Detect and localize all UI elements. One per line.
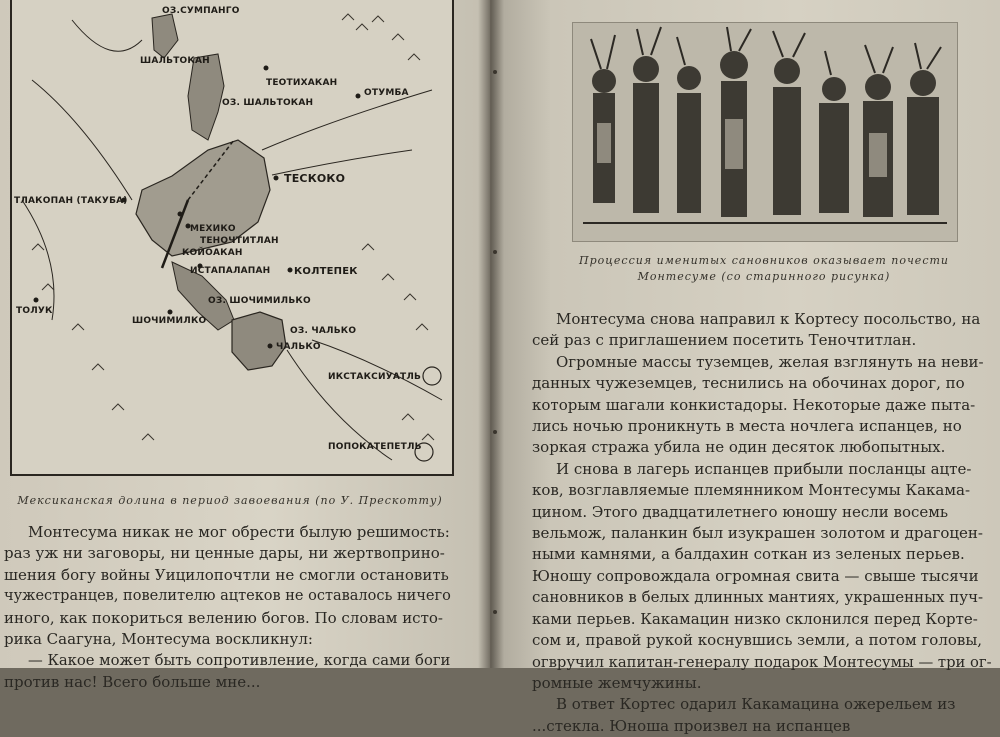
text-line: шения богу войны Уицилопочтли не смогли остановить <box>4 565 449 584</box>
map-label: ПОПОКАТЕПЕТЛЬ <box>328 442 422 452</box>
procession-engraving <box>573 23 957 241</box>
right-page <box>490 0 1000 735</box>
binding-stitch <box>493 70 497 74</box>
binding-stitch <box>493 610 497 614</box>
map-label: ОЗ. ЧАЛЬКО <box>290 326 357 336</box>
right-body-text <box>532 309 992 737</box>
river-2 <box>72 20 142 51</box>
map-label: ТЕНОЧТИТЛАН <box>200 236 279 246</box>
map-label: ТЛАКОПАН (ТАКУБА) <box>14 196 128 206</box>
left-body-text <box>4 522 456 693</box>
text-line: рика Саагуна, Монтесума воскликнул: <box>4 630 313 649</box>
text-line: ков, возглавляемые племянником Монтесумы Какама- <box>532 481 971 500</box>
text-line: И снова в лагерь испанцев прибыли посланцы ацте- <box>556 459 972 478</box>
text-line: сом и, правой рукой коснувшись земли, а потом головы, <box>532 631 983 650</box>
map-label: МЕХИКО <box>190 224 236 234</box>
map-label: ТЕСКОКО <box>284 172 346 185</box>
text-line: Монтесума снова направил к Кортесу посольство, на <box>556 310 981 328</box>
text-line: цином. Этого двадцатилетнего юношу несли восемь <box>532 502 949 521</box>
text-line: данных чужеземцев, теснились на обочинах дорог, по <box>532 374 965 393</box>
text-line: зоркая стража убила не один десяток любопытных. <box>532 438 946 457</box>
map-label: ШОЧИМИЛКО <box>132 316 207 326</box>
lake-zumpango <box>152 14 178 58</box>
map-caption: Мексиканская долина в период завоевания (по У. Прескотту) <box>17 494 443 507</box>
map-label: КОЛТЕПЕК <box>294 266 358 277</box>
text-line: Юношу сопровождала огромная свита — свыше тысячи <box>532 566 979 585</box>
text-line: В ответ Кортес одарил Какамацина ожерельем из <box>556 695 956 714</box>
text-line: ками перьев. Какамацин низко склонился перед Корте- <box>532 609 978 628</box>
text-line: иного, как покориться велению богов. По словам исто- <box>4 608 443 627</box>
text-line: ромные жемчужины. <box>532 673 702 692</box>
lake-chalco <box>232 312 286 370</box>
text-line: которым шагали конкистадоры. Некоторые даже пыта- <box>532 395 976 414</box>
text-line: против нас! Всего больше мне... <box>4 672 261 691</box>
river-7 <box>312 340 442 400</box>
text-line: — Какое может быть сопротивление, когда сами боги <box>28 652 451 670</box>
text-line: лись ночью проникнуть в места ночлега испанцев, но <box>532 417 962 436</box>
text-line: Огромные массы туземцев, желая взглянуть на неви- <box>556 352 984 371</box>
text-line: ными камнями, а балдахин соткан из зеленых перьев. <box>532 545 965 564</box>
lake-xaltocan <box>188 54 224 140</box>
illustration-caption-line-1: Процессия именитых сановников оказывает почести <box>578 254 949 267</box>
river-1 <box>32 80 132 200</box>
text-line: сей раз с приглашением посетить Теночтитлан. <box>532 331 917 350</box>
illustration-caption-line-2: Монтесуме (со старинного рисунка) <box>637 270 891 283</box>
map-label: ОЗ. ШАЛЬТОКАН <box>222 98 314 108</box>
text-line: огвручил капитан-генералу подарок Монтесумы — три ог- <box>532 653 992 671</box>
book-gutter <box>478 0 504 668</box>
map-label: ОЗ.СУМПАНГО <box>162 6 240 16</box>
map-label: КОЙОАКАН <box>182 248 243 258</box>
river-6 <box>22 200 54 320</box>
map-label: ОТУМБА <box>364 88 409 98</box>
map-label: ТОЛУК <box>16 306 53 316</box>
map-label: ТЕОТИХАКАН <box>266 78 338 88</box>
text-line: сановников в белых длинных мантиях, украшенных пуч- <box>532 588 984 607</box>
text-line: вельмож, паланкин был изукрашен золотом и драгоцен- <box>532 524 983 543</box>
procession-illustration <box>572 22 958 242</box>
map-label: ИСТАПАЛАПАН <box>190 266 271 276</box>
map-label: ШАЛЬТОКАН <box>140 56 210 66</box>
text-line: раз уж ни заговоры, ни ценные дары, ни жертвоприно- <box>4 544 445 563</box>
map-label: ОЗ. ШОЧИМИЛЬКО <box>208 296 311 306</box>
text-line: чужестранцев, повелителю ацтеков не оставалось ничего <box>4 588 451 605</box>
valley-map <box>10 0 454 476</box>
left-page <box>0 0 490 691</box>
text-line: Монтесума никак не мог обрести былую решимость: <box>28 523 450 541</box>
map-label: ИКСТАКСИУАТЛЬ <box>328 372 422 382</box>
map-label: ЧАЛЬКО <box>276 342 321 352</box>
binding-stitch <box>493 430 497 434</box>
text-line: ...стекла. Юноша произвел на испанцев <box>532 716 851 735</box>
binding-stitch <box>493 250 497 254</box>
